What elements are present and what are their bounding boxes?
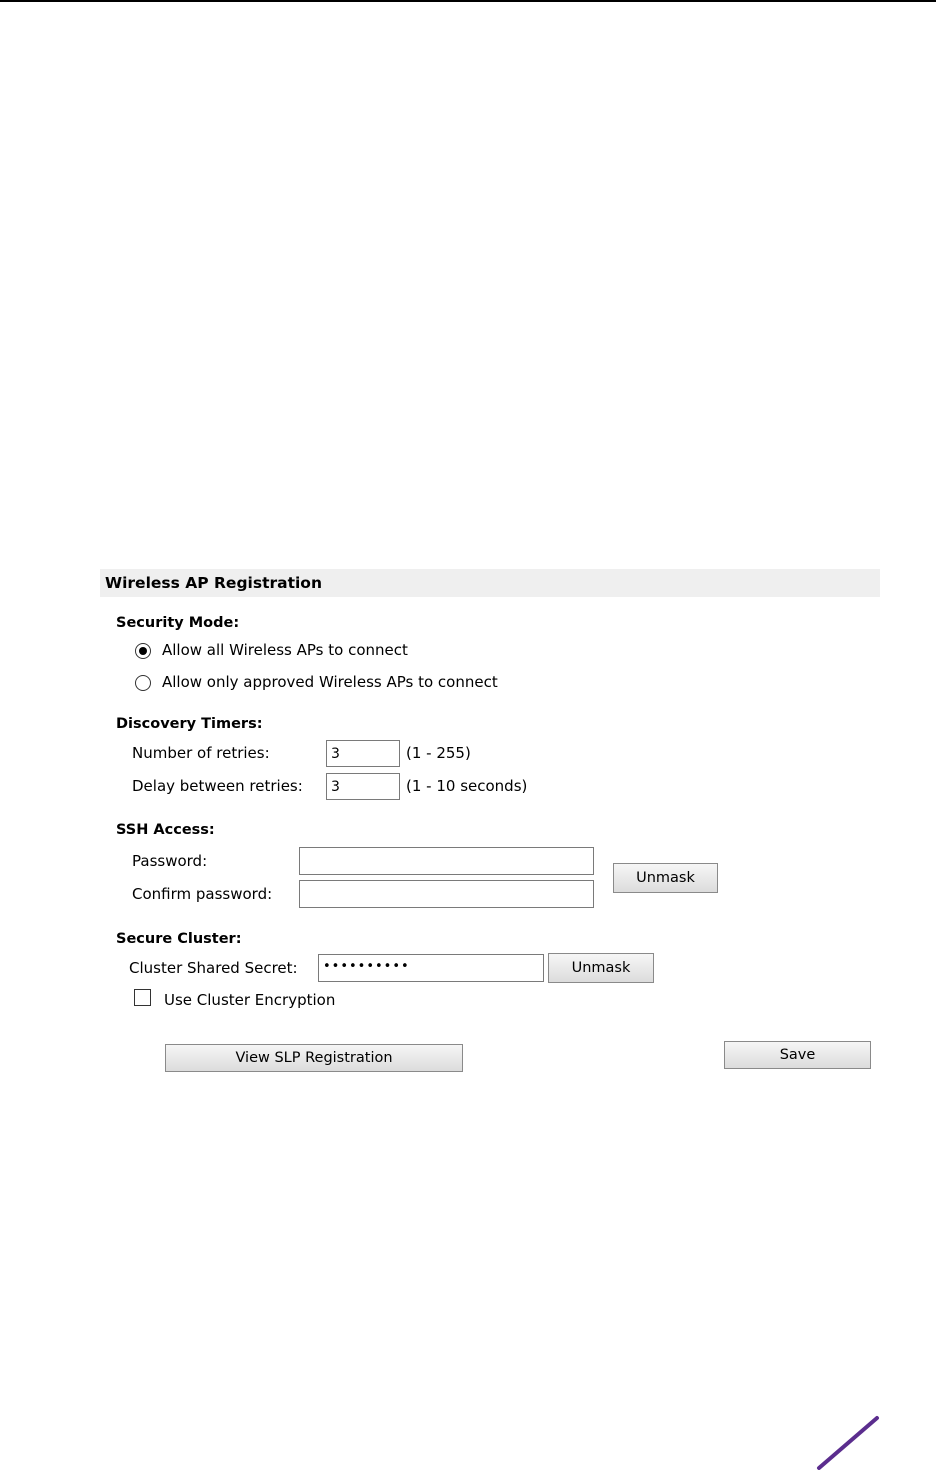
discovery-timers-title: Discovery Timers: (116, 716, 263, 732)
panel-title: Wireless AP Registration (105, 574, 322, 592)
security-mode-title: Security Mode: (116, 615, 240, 631)
delay-input[interactable] (326, 773, 400, 800)
panel-header (100, 569, 880, 597)
brand-slash-icon (815, 1414, 885, 1470)
cluster-secret-label: Cluster Shared Secret: (129, 959, 298, 977)
radio-allow-all-label[interactable]: Allow all Wireless APs to connect (162, 641, 408, 659)
radio-allow-approved-label[interactable]: Allow only approved Wireless APs to connect (162, 673, 498, 691)
retries-label: Number of retries: (132, 744, 270, 762)
ssh-confirm-input[interactable] (299, 880, 594, 908)
radio-allow-approved[interactable] (135, 675, 151, 691)
ssh-password-input[interactable] (299, 847, 594, 875)
radio-allow-all[interactable] (135, 643, 151, 659)
view-slp-registration-button[interactable]: View SLP Registration (165, 1044, 463, 1072)
save-button[interactable]: Save (724, 1041, 871, 1069)
cluster-secret-input[interactable]: •••••••••• (318, 954, 544, 982)
retries-input[interactable] (326, 740, 400, 767)
ssh-access-title: SSH Access: (116, 822, 215, 838)
cluster-encryption-checkbox[interactable] (134, 989, 151, 1006)
delay-range: (1 - 10 seconds) (406, 777, 528, 795)
retries-range: (1 - 255) (406, 744, 471, 762)
secure-cluster-title: Secure Cluster: (116, 931, 242, 947)
top-rule (0, 0, 936, 2)
ssh-confirm-label: Confirm password: (132, 885, 273, 903)
cluster-unmask-button[interactable]: Unmask (548, 953, 654, 983)
delay-label: Delay between retries: (132, 777, 303, 795)
ssh-password-label: Password: (132, 852, 208, 870)
cluster-encryption-label[interactable]: Use Cluster Encryption (164, 991, 336, 1009)
ssh-unmask-button[interactable]: Unmask (613, 863, 718, 893)
